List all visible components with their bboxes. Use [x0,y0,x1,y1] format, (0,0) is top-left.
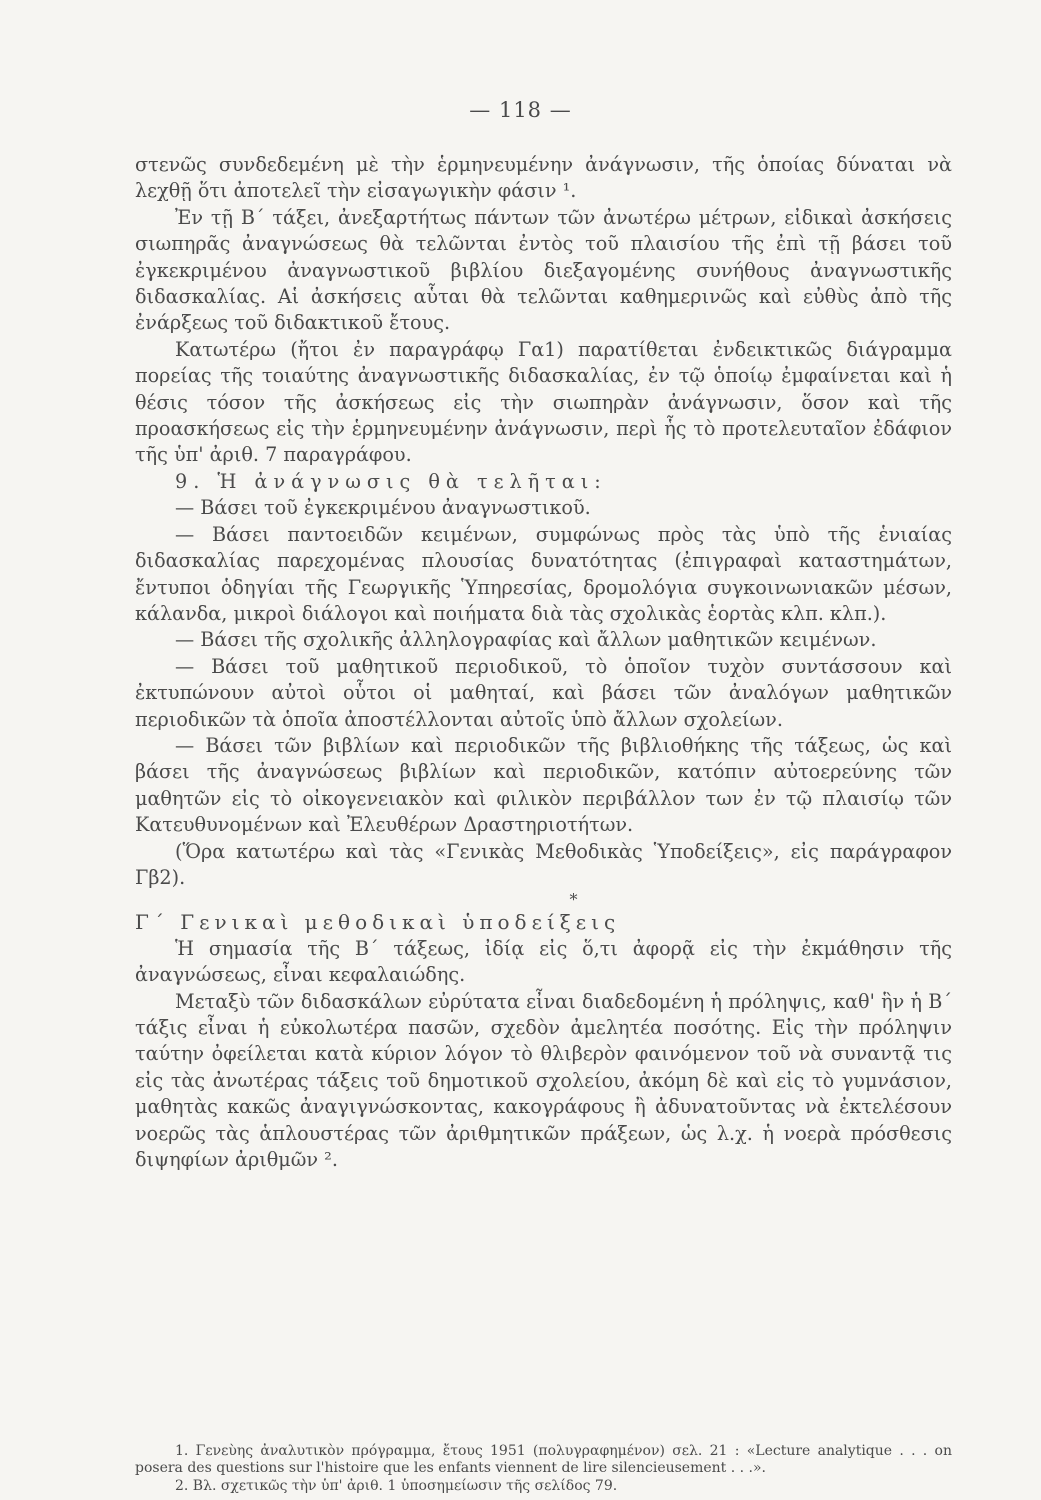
list-item: — Βάσει παντοειδῶν κειμένων, συμφώνως πρὸς τὰς ὑπὸ τῆς ἑνιαίας διδασκαλίας παρεχομένας πλουσίας δυνατότητας (ἐπιγραφαὶ καταστημάτων, ἔντυποι ὁδηγίαι τῆς Γεωργικῆς Ὑπηρεσίας, δρομολόγια συγκοινωνιακῶν μέσων, κάλανδα, μικροὶ διάλογοι καὶ ποιήματα διὰ τὰς σχολικὰς ἑορτὰς κλπ. κλπ.). [135,522,952,625]
list-item: — Βάσει τῶν βιβλίων καὶ περιοδικῶν τῆς βιβλιοθήκης τῆς τάξεως, ὡς καὶ βάσει τῆς ἀναγνώσεως βιβλίων καὶ περιοδικῶν, κατόπιν αὐτοερεύνης τῶν μαθητῶν εἰς τὸ οἰκογενειακὸν καὶ φιλικὸν περιβάλλον των ἐν τῷ πλαισίῳ τῶν Κατευθυνομένων καὶ Ἐλευθέρων Δραστηριοτήτων. [135,733,952,837]
main-text [135,152,952,1173]
list-item: — Βάσει τοῦ ἐγκεκριμένου ἀναγνωστικοῦ. [175,496,591,520]
section-separator: * [569,890,578,910]
cross-reference: (Ὅρα κατωτέρω καὶ τὰς «Γενικὰς Μεθοδικὰς Ὑποδείξεις», εἰς παράγραφον Γβ2). [135,839,952,889]
paragraph-intro: στενῶς συνδεδεμένη μὲ τὴν ἑρμηνευμένην ἀνάγνωσιν, τῆς ὁποίας δύναται νὰ λεχθῇ ὅτι ἀποτελεῖ τὴν εἰσαγωγικὴν φάσιν ¹. [135,153,952,203]
list-item: — Βάσει τοῦ μαθητικοῦ περιοδικοῦ, τὸ ὁποῖον τυχὸν συντάσσουν καὶ ἐκτυπώνουν αὐτοὶ οὗτοι οἱ μαθηταί, καὶ βάσει τῶν ἀναλόγων μαθητικῶν περιοδικῶν τὰ ὁποῖα ἀποστέλλονται αὐτοῖς ὑπὸ ἄλλων σχολείων. [135,654,952,731]
paragraph-class-b: Ἐν τῇ Β΄ τάξει, ἀνεξαρτήτως πάντων τῶν ἀνωτέρω μέτρων, εἰδικαὶ ἀσκήσεις σιωπηρᾶς ἀναγνώσεως θὰ τελῶνται ἐντὸς τοῦ πλαισίου τῆς ἐπὶ τῇ βάσει τοῦ ἐγκεκριμένου ἀναγνωστικοῦ βιβλίου διεξαγομένης συνήθους ἀναγνωστικῆς διδασκαλίας. Αἱ ἀσκήσεις αὗται θὰ τελῶνται καθημερινῶς καὶ εὐθὺς ἀπὸ τῆς ἐνάρξεως τοῦ διδακτικοῦ ἔτους. [135,205,952,335]
paragraph-importance: Ἡ σημασία τῆς Β΄ τάξεως, ἰδίᾳ εἰς ὅ,τι ἀφορᾷ εἰς τὴν ἐκμάθησιν τῆς ἀναγνώσεως, εἶναι κεφαλαιώδης. [135,936,952,987]
footnote-2: 2. Βλ. σχετικῶς τὴν ὑπ' ἀριθ. 1 ὑποσημείωσιν τῆς σελίδος 79. [175,1477,618,1494]
section-heading-g: Γ΄ Γενικαὶ μεθοδικαὶ ὑποδείξεις [135,910,621,935]
page-number: — 118 — [469,98,572,122]
section-heading-9: 9. Ἡ ἀνάγνωσις θὰ τελῆται: [175,469,607,493]
list-item: — Βάσει τῆς σχολικῆς ἀλληλογραφίας καὶ ἄλλων μαθητικῶν κειμένων. [175,628,877,652]
footnote-1: 1. Γενεὺης ἀναλυτικὸν πρόγραμμα, ἔτους 1951 (πολυγραφημένον) σελ. 21 : «Lecture analytique . . . on posera des questions sur l'histoire que les enfants viennent de lire silencieusement . . .». [135,1443,952,1477]
paragraph-prejudice: Μεταξὺ τῶν διδασκάλων εὐρύτατα εἶναι διαδεδομένη ἡ πρόληψις, καθ' ἣν ἡ Β΄ τάξις εἶναι ἡ εὐκολωτέρα πασῶν, σχεδὸν ἀμελητέα ποσότης. Εἰς τὴν πρόληψιν ταύτην ὀφείλεται κατὰ κύριον λόγον τὸ θλιβερὸν φαινόμενον τοῦ νὰ συναντᾷ τις εἰς τὰς ἀνωτέρας τάξεις τοῦ δημοτικοῦ σχολείου, ἀκόμη δὲ καὶ εἰς τὸ γυμνάσιον, μαθητὰς κακῶς ἀναγιγνώσκοντας, κακογράφους ἢ ἀδυνατοῦντας νὰ ἐκτελέσουν νοερῶς τὰς ἁπλουστέρας τῶν ἀριθμητικῶν πράξεων, ὡς λ.χ. ἡ νοερὰ πρόσθεσις διψηφίων ἀριθμῶν ². [135,989,952,1172]
footnotes [135,1443,952,1495]
paragraph-diagram: Κατωτέρω (ἤτοι ἐν παραγράφῳ Γα1) παρατίθεται ἐνδεικτικῶς διάγραμμα πορείας τῆς τοιαύτης ἀναγνωστικῆς διδασκαλίας, ἐν τῷ ὁποίῳ ἐμφαίνεται καὶ ἡ θέσις τόσον τῆς ἀσκήσεως εἰς τὴν σιωπηρὰν ἀνάγνωσιν, ὅσον καὶ τῆς προασκήσεως εἰς τὴν ἑρμηνευμένην ἀνάγνωσιν, περὶ ἧς τὸ προτελευταῖον ἐδάφιον τῆς ὑπ' ἀριθ. 7 παραγράφου. [135,337,952,467]
